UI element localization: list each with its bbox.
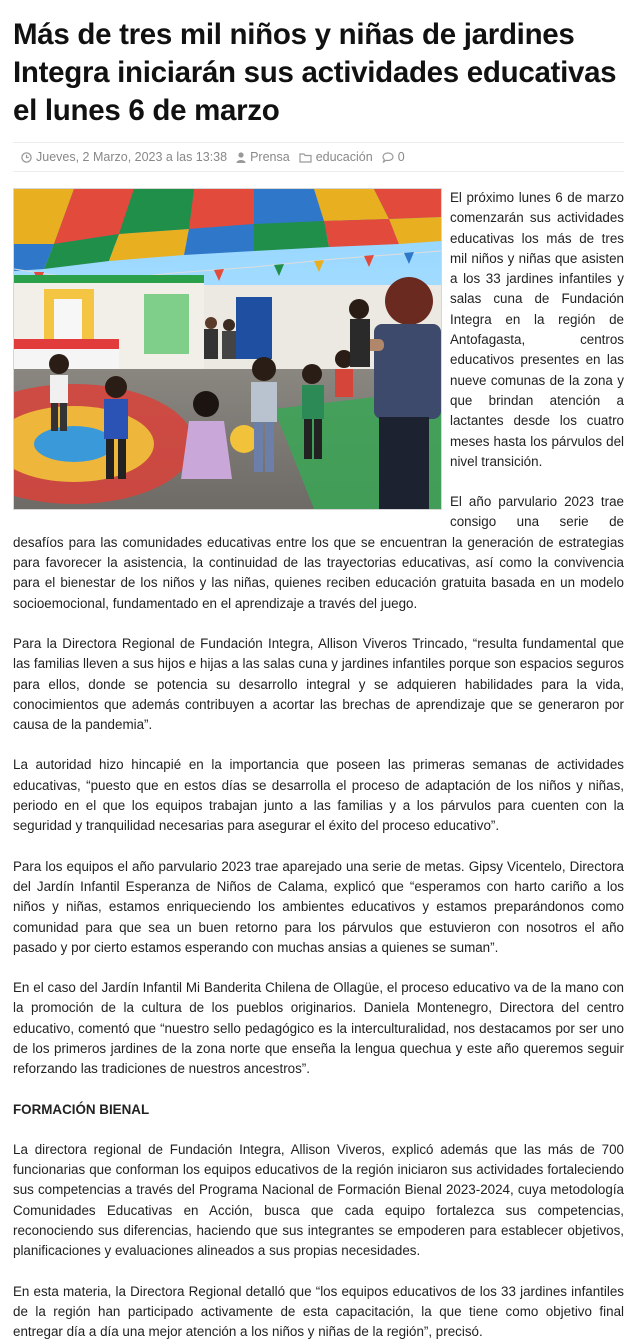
- folder-icon: [299, 152, 312, 163]
- paragraph-3: Para la Directora Regional de Fundación Integra, Allison Viveros Trincado, “resulta fundamental que las familias lleven a sus hijos e hijas a las salas cuna y jardines infantiles porque son espacios seguros para ellos, donde se potencia su desarrollo integral y se adquieren habilidades para la vida, conocimientos que además contribuyen a acortar las brechas de aprendizaje que se generaron por causa de la pandemia”.: [13, 635, 624, 733]
- article-body: [13, 188, 624, 1343]
- meta-date: [21, 150, 227, 164]
- article-photo[interactable]: [13, 188, 442, 510]
- paragraph-1: El próximo lunes 6 de marzo comenzarán sus actividades educativas los más de tres mil niños y niñas que asisten a los 33 jardines infantiles y salas cuna de Fundación Integra en la región de Antofagasta, centros educativos presentes en las nueve comunas de la zona y que brindan atención a lactantes desde los cuatro meses hasta los párvulos del nivel transición.: [450, 190, 624, 469]
- user-icon: [236, 152, 246, 163]
- meta-category[interactable]: [299, 150, 373, 164]
- paragraph-6: En el caso del Jardín Infantil Mi Banderita Chilena de Ollagüe, el proceso educativo va de la mano con la promoción de la cultura de los pueblos originarios. Daniela Montenegro, Directora del centro educativo, comentó que “nuestro sello pedagógico es la interculturalidad, nos destacamos por ser uno de los primeros jardines de la zona norte que enseña la lengua quechua y este año queremos seguir reforzando las tradiciones de nuestros ancestros”.: [13, 980, 624, 1077]
- meta-comments[interactable]: [382, 150, 405, 164]
- paragraph-7: La directora regional de Fundación Integra, Allison Viveros, explicó además que las más de 700 funcionarias que conforman los equipos educativos de la región iniciaron sus actividades fortaleciendo sus competencias a través del Programa Nacional de Formación Bienal 2023-2024, cuya metodología Comunidades Educativas en Acción, busca que cada equipo fortalezca sus competencias, reconociendo sus diferencias, haciendo que sus integrantes se empoderen para establecer objetivos, planificaciones y evaluaciones alineados a sus propias necesidades.: [13, 1141, 624, 1259]
- paragraph-5: Para los equipos el año parvulario 2023 trae aparejado una serie de metas. Gipsy Vicentelo, Directora del Jardín Infantil Esperanza de Niños de Calama, explicó que “esperamos con harto cariño a los niños y niñas, estamos enriqueciendo los ambientes educativos y estamos preparándonos como comunidad para que sea un buen retorno para los párvulos que estuvieron con nosotros el año pasado y por cierto estamos esperando con muchas ansias a quienes se suman”.: [13, 858, 624, 955]
- meta-comments-link[interactable]: 0: [397, 150, 405, 164]
- meta-author[interactable]: [236, 150, 290, 164]
- photo-icon: [14, 189, 441, 509]
- meta-date-text: Jueves, 2 Marzo, 2023 a las 13:38: [36, 150, 228, 164]
- article-meta: [13, 142, 624, 172]
- comment-icon: [382, 152, 394, 163]
- article-title: Más de tres mil niños y niñas de jardines Integra iniciarán sus actividades educativas el lunes 6 de marzo: [13, 18, 617, 127]
- paragraph-4: La autoridad hizo hincapié en la importancia que poseen las primeras semanas de actividades educativas, “puesto que en estos días se desarrolla el proceso de adaptación de los niños y niñas, periodo en el que los equipos trabajan junto a las familias y a los párvulos para cuenten con la seguridad y tranquilidad necesarias para asegurar el éxito del proceso educativo”.: [13, 757, 624, 834]
- paragraph-8: En esta materia, la Directora Regional detalló que “los equipos educativos de los 33 jardines infantiles de la región han participado activamente de esta capacitación, la que tiene como objetivo final entregar día a día una mejor atención a los niños y niñas de la región”, precisó.: [13, 1283, 624, 1340]
- paragraph-2: El año parvulario 2023 trae consigo una serie de desafíos para las comunidades educativas entre los que se encuentran la generación de estrategias para favorecer la asistencia, la continuidad de las trayectorias educativas, así como la convivencia para el bienestar de los niños y las niñas, quienes reciben educación gratuita basada en un modelo socioemocional, fundamentado en el aprendizaje a través del juego.: [13, 494, 624, 611]
- meta-author-link[interactable]: Prensa: [250, 150, 290, 164]
- meta-category-link[interactable]: educación: [315, 150, 373, 164]
- clock-icon: [21, 152, 32, 163]
- section-heading: FORMACIÓN BIENAL: [13, 1101, 150, 1117]
